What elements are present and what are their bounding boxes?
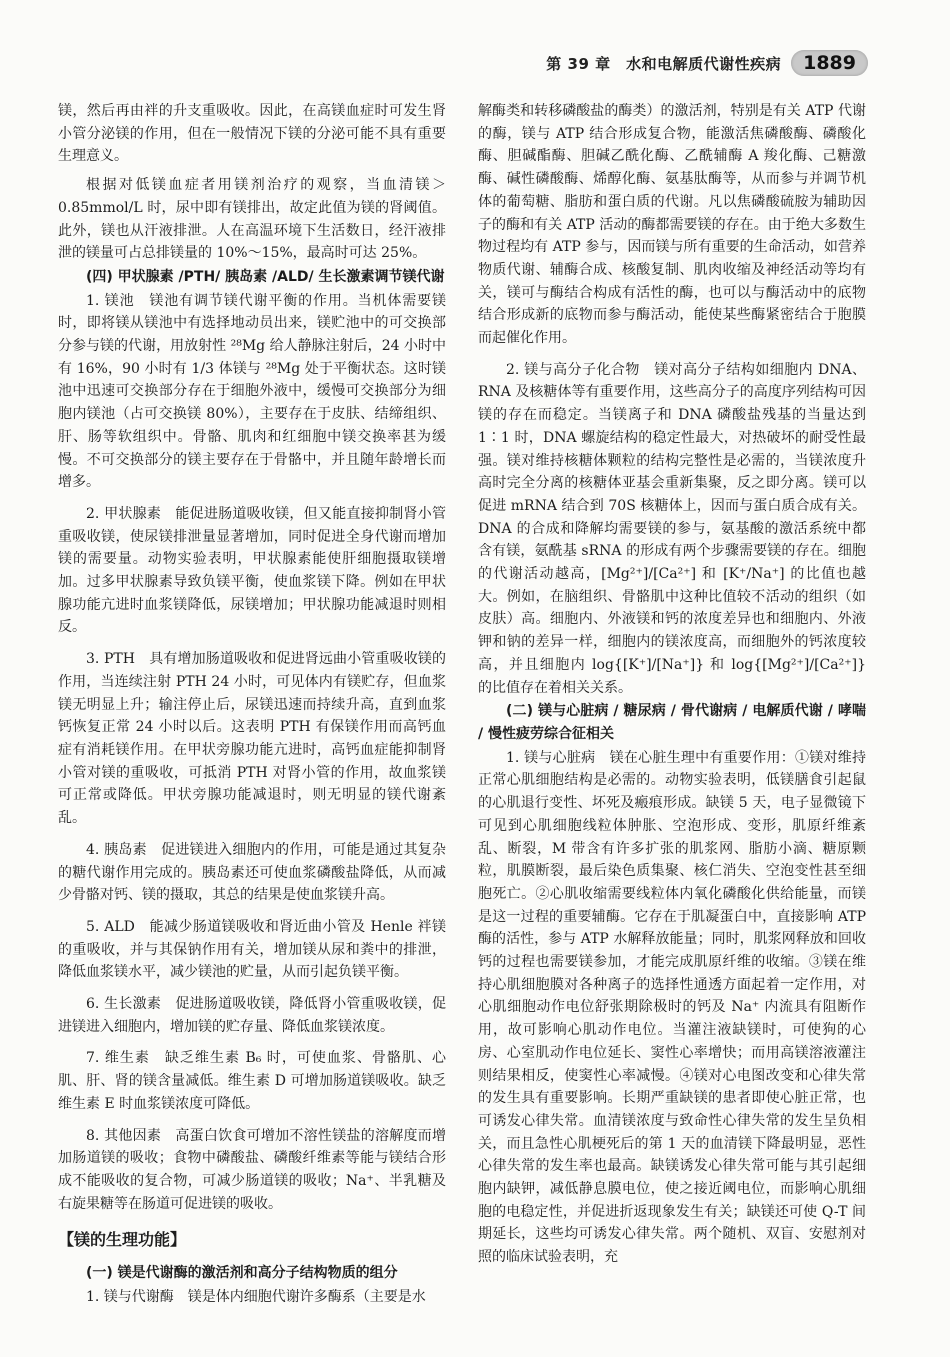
- page-number: 1889: [791, 50, 868, 76]
- chapter-title: 第 39 章 水和电解质代谢性疾病: [546, 54, 782, 73]
- paragraph: 解酶类和转移磷酸盐的酶类）的激活剂，特别是有关 ATP 代谢的酶，镁与 ATP 结合形成复合物，能激活焦磷酸酶、磷酸化酶、胆碱酯酶、胆碱乙酰化酶、乙酰辅酶 A 羧化酶、己糖激酶、碱性磷酸酶、烯醇化酶、氨基肽酶等，从而参与并调节机体的葡萄糖、脂肪和蛋白质的代谢。凡以焦磷酸硫胺为辅助因子的酶和有关 ATP 活动的酶都需要镁的存在。由于绝大多数生物过程均有 ATP 参与，因而镁与所有重要的生命活动，如营养物质代谢、辅酶合成、核酸复制、肌肉收缩及神经活动等均有关，镁可与酶结合构成有活性的酶，也可以与酶活动中的底物结合形成新的底物而参与酶活动，能使某些酶紧密结合于胞膜而起催化作用。: [478, 103, 866, 347]
- paragraph: 1. 镁与心脏病 镁在心脏生理中有重要作用：①镁对维持正常心肌细胞结构是必需的。动物实验表明，低镁膳食引起鼠的心肌退行变性、坏死及瘢痕形成。缺镁 5 天，电子显微镜下可见到心肌细胞线粒体肿胀、空泡形成、变形，肌原纤维紊乱、断裂，M 带含有许多扩张的肌浆网、脂肪小滴、糖原颗粒，肌膜断裂，最后染色质集聚、核仁消失、空泡变性甚至细胞死亡。②心肌收缩需要线粒体内氧化磷酸化供给能量，而镁是这一过程的重要辅酶。它存在于肌凝蛋白中，直接影响 ATP 酶的活性，参与 ATP 水解释放能量；同时，肌浆网释放和回收钙的过程也需要镁参加，才能完成肌原纤维的收缩。③镁在维持心肌细胞膜对各种离子的选择性通透方面起着一定作用，对心肌细胞动作电位舒张期除极时的钙及 Na⁺ 内流具有阻断作用，故可影响心肌动作电位。当灌注液缺镁时，可使狗的心房、心室肌动作电位延长、窦性心率增快；而用高镁溶液灌注则结果相反，使窦性心率减慢。④镁对心电图改变和心律失常的发生具有重要影响。长期严重缺镁的患者即使心脏正常，也可诱发心律失常。血清镁浓度与致命性心律失常的发生呈负相关，而且急性心肌梗死后的第 1 天的血清镁下降最明显，恶性心律失常的发生率也最高。缺镁诱发心律失常可能与其引起细胞内缺钾，减低静息膜电位，使之接近阈电位，而影响心肌细胞的电稳定性，并促进折返现象发生有关；缺镁还可使 Q-T 间期延长，这些均可诱发心律失常。两个随机、双盲、安慰剂对照的临床试验表明，充: [478, 749, 866, 1266]
- section-title: 【镁的生理功能】: [58, 1230, 187, 1250]
- right-column: [478, 100, 866, 1269]
- subsection-heading: (四) 甲状腺素 /PTH/ 胰岛素 /ALD/ 生长激素调节镁代谢: [86, 268, 445, 285]
- left-column: [58, 100, 446, 1308]
- paragraph: 5. ALD 能减少肠道镁吸收和肾近曲小管及 Henle 袢镁的重吸收，并与其保钠作用有关，增加镁从尿和粪中的排泄，降低血浆镁水平，减少镁池的贮量，从而引起负镁平衡。: [58, 918, 446, 981]
- paragraph: 1. 镁与代谢酶 镁是体内细胞代谢许多酶系（主要是水: [86, 1288, 426, 1305]
- paragraph: 1. 镁池 镁池有调节镁代谢平衡的作用。当机体需要镁时，即将镁从镁池中有选择地动员出来，镁贮池中的可交换部分参与镁的代谢，用放射性 ²⁸Mg 给人静脉注射后，24 小时中有 16%，90 小时有 1/3 体镁与 ²⁸Mg 处于平衡状态。这时镁池中迅速可交换部分存在于细胞外液中，缓慢可交换部分为细胞内镁池（占可交换镁 80%），主要存在于皮肤、结缔组织、肝、肠等软组织中。骨骼、肌肉和红细胞中镁交换率甚为缓慢。不可交换部分的镁主要存在于骨骼中，并且随年龄增长而增多。: [58, 292, 446, 491]
- paragraph: 2. 甲状腺素 能促进肠道吸收镁，但又能直接抑制肾小管重吸收镁，使尿镁排泄量显著增加，同时促进全身代谢而增加镁的需要量。动物实验表明，甲状腺素能使肝细胞摄取镁增加。过多甲状腺素导致负镁平衡，使血浆镁下降。例如在甲状腺功能亢进时血浆镁降低，尿镁增加；甲状腺功能减退时则相反。: [58, 505, 446, 636]
- paragraph: 4. 胰岛素 促进镁进入细胞内的作用，可能是通过其复杂的糖代谢作用完成的。胰岛素还可使血浆磷酸盐降低，从而减少骨骼对钙、镁的摄取，其总的结果是使血浆镁升高。: [58, 841, 446, 904]
- paragraph: 6. 生长激素 促进肠道吸收镁，降低肾小管重吸收镁，促进镁进入细胞内，增加镁的贮存量、降低血浆镁浓度。: [58, 996, 446, 1035]
- paragraph: 8. 其他因素 高蛋白饮食可增加不溶性镁盐的溶解度而增加肠道镁的吸收；食物中磷酸盐、磷酸纤维素等能与镁结合形成不能吸收的复合物，可减少肠道镁的吸收；Na⁺、半乳糖及右旋果糖等在肠道可促进镁的吸收。: [58, 1127, 446, 1212]
- paragraph: 镁，然后再由袢的升支重吸收。因此，在高镁血症时可发生肾小管分泌镁的作用，但在一般情况下镁的分泌可能不具有重要生理意义。: [58, 103, 446, 165]
- subsection-heading: (二) 镁与心脏病 / 糖尿病 / 骨代谢病 / 电解质代谢 / 哮喘 / 慢性疲劳综合征相关: [478, 703, 866, 742]
- paragraph: 3. PTH 具有增加肠道吸收和促进肾远曲小管重吸收镁的作用，当连续注射 PTH 24 小时，可见体内有镁贮存，但血浆镁无明显上升；输注停止后，尿镁迅速而持续升高，直到血浆钙恢复正常 24 小时以后。这表明 PTH 有保镁作用而高钙血症有消耗镁作用。在甲状旁腺功能亢进时，高钙血症能抑制肾小管对镁的重吸收，可抵消 PTH 对肾小管的作用，故血浆镁可正常或降低。甲状旁腺功能减退时，则无明显的镁代谢紊乱。: [58, 651, 446, 827]
- paragraph: 2. 镁与高分子化合物 镁对高分子结构如细胞内 DNA、RNA 及核糖体等有重要作用，这些高分子的高度序列结构可因镁的存在而稳定。当镁离子和 DNA 磷酸盐残基的当量达到 1∶1 时，DNA 螺旋结构的稳定性最大，对热破坏的耐受性最强。镁对维持核糖体颗粒的结构完整性是必需的，当镁浓度升高时完全分离的核糖体亚基会重新集聚，反之即分离。镁可以促进 mRNA 结合到 70S 核糖体上，因而与蛋白质合成有关。DNA 的合成和降解均需要镁的参与，氨基酸的激活系统中都含有镁，氨酰基 sRNA 的形成有两个步骤需要镁的存在。细胞的代谢活动越高，[Mg²⁺]/[Ca²⁺] 和 [K⁺/Na⁺] 的比值也越大。例如，在脑组织、骨骼肌中这种比值较不活动的组织（如皮肤）高。细胞内、外液镁和钙的浓度差异也和细胞内、外液钾和钠的差异一样，细胞内的镁浓度高，而细胞外的钙浓度较高，并且细胞内 log{[K⁺]/[Na⁺]} 和 log{[Mg²⁺]/[Ca²⁺]} 的比值存在着相关关系。: [478, 361, 866, 696]
- subsection-heading: (一) 镁是代谢酶的激活剂和高分子结构物质的组分: [86, 1265, 398, 1282]
- paragraph: 7. 维生素 缺乏维生素 B₆ 时，可使血浆、骨骼肌、心肌、肝、肾的镁含量减低。维生素 D 可增加肠道镁吸收。缺乏维生素 E 时血浆镁浓度可降低。: [58, 1050, 446, 1112]
- page-header: [546, 50, 868, 76]
- paragraph: 根据对低镁血症者用镁剂治疗的观察，当血清镁＞0.85mmol/L 时，尿中即有镁排出，故定此值为镁的肾阈值。此外，镁也从汗液排泄。人在高温环境下生活数日，经汗液排泄的镁量可占总排镁量的 10%～15%，最高时可达 25%。: [58, 177, 446, 262]
